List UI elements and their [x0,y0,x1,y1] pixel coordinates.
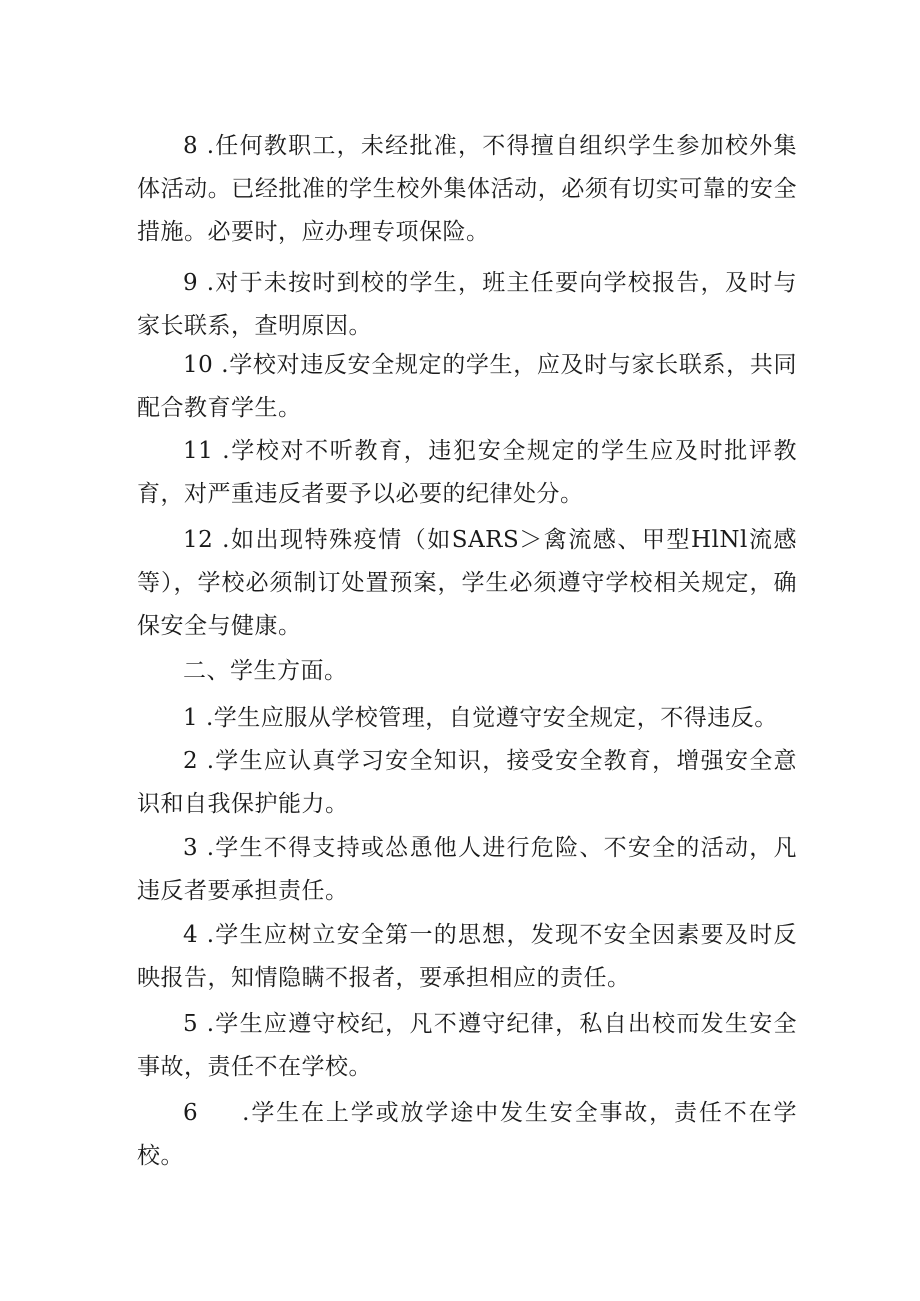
student-item-1: 1 .学生应服从学校管理，自觉遵守安全规定，不得违反。 [183,705,778,731]
student-item-6 [137,1092,797,1178]
student-item-4: 4 .学生应树立安全第一的思想，发现不安全因素要及时反映报告，知情隐瞒不报者，要承担相应的责任。 [137,922,797,991]
paragraph-item-8: 8 .任何教职工，未经批准，不得擅自组织学生参加校外集体活动。已经批准的学生校外集体活动，必须有切实可靠的安全措施。必要时，应办理专项保险。 [137,133,797,245]
student-item-6-text: .学生在上学或放学途中发生安全事故，责任不在学校。 [137,1100,797,1169]
student-item-3: 3 .学生不得支持或怂恿他人进行危险、不安全的活动，凡违反者要承担责任。 [137,835,797,904]
student-item-2: 2 .学生应认真学习安全知识，接受安全教育，增强安全意识和自我保护能力。 [137,748,797,817]
student-item-5: 5 .学生应遵守校纪，凡不遵守纪律，私自出校而发生安全事故，责任不在学校。 [137,1011,797,1080]
paragraph-item-10: 10 .学校对违反安全规定的学生，应及时与家长联系，共同配合教育学生。 [137,352,797,421]
paragraph-item-9: 9 .对于未按时到校的学生，班主任要向学校报告，及时与家长联系，查明原因。 [137,270,797,339]
student-item-6-number: 6 [183,1100,199,1126]
paragraph-item-11: 11 .学校对不听教育，违犯安全规定的学生应及时批评教育，对严重违反者要予以必要的纪律处分。 [137,438,797,507]
section-heading-students: 二、学生方面。 [183,658,348,684]
paragraph-item-12: 12 .如出现特殊疫情（如SARS＞禽流感、甲型HlNl流感等），学校必须制订处置预案，学生必须遵守学校相关规定，确保安全与健康。 [137,527,797,639]
